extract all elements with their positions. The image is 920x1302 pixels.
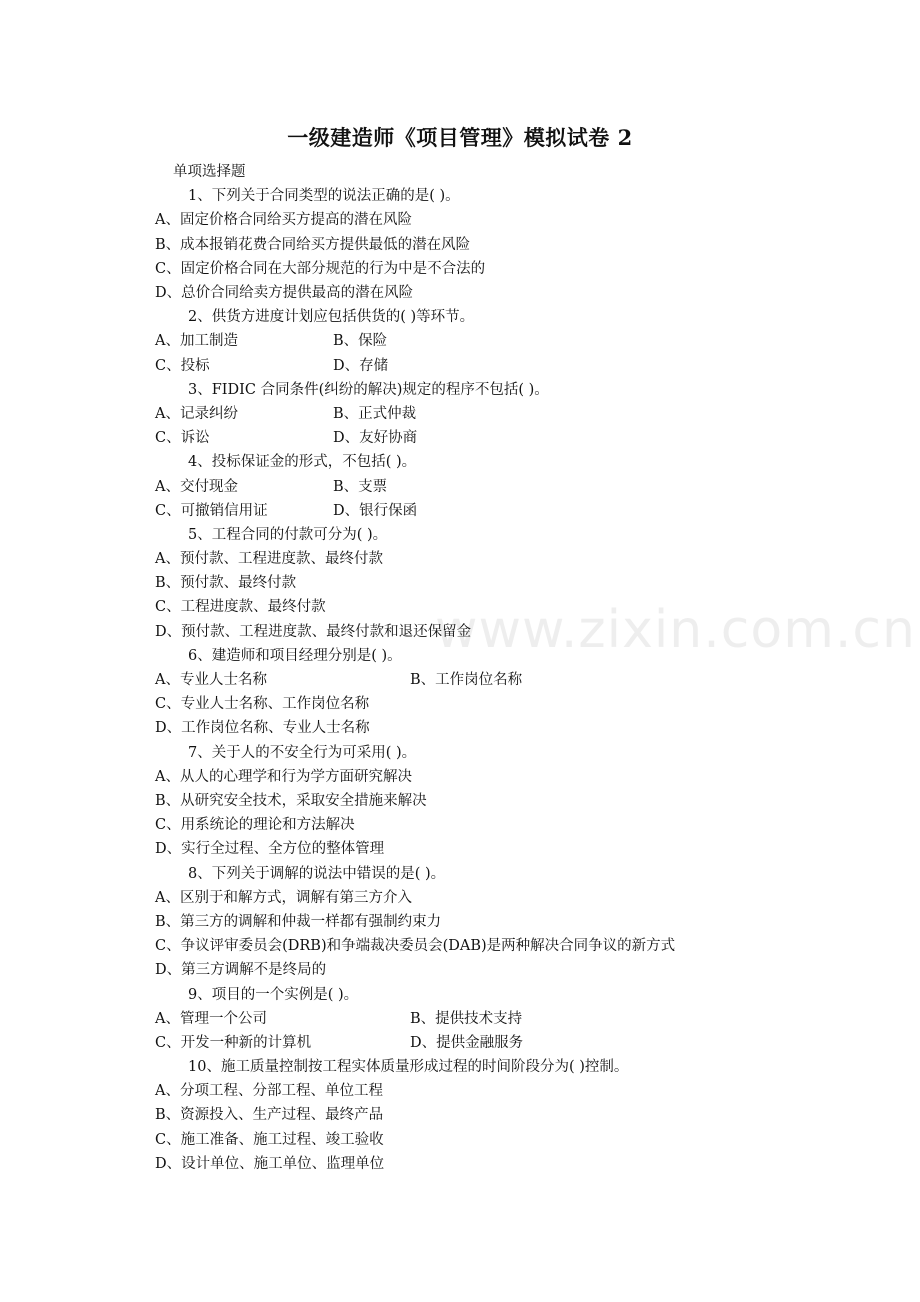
answer-option: B、成本报销花费合同给买方提供最低的潜在风险	[155, 236, 471, 253]
question-text: 7、关于人的不安全行为可采用( )。	[188, 744, 417, 761]
option-row	[155, 692, 895, 716]
question-text: 10、施工质量控制按工程实体质量形成过程的时间阶段分为( )控制。	[188, 1059, 629, 1076]
answer-option: C、争议评审委员会(DRB)和争端裁决委员会(DAB)是两种解决合同争议的新方式	[155, 938, 676, 955]
option-row	[155, 233, 895, 257]
answer-option: D、设计单位、施工单位、监理单位	[155, 1155, 385, 1172]
option-row	[155, 1007, 895, 1031]
question-text: 8、下列关于调解的说法中错误的是( )。	[188, 865, 446, 882]
answer-option: A、加工制造	[155, 333, 238, 350]
option-row	[155, 547, 895, 571]
option-row	[155, 886, 895, 910]
option-row	[155, 765, 895, 789]
answer-option: B、工作岗位名称	[410, 672, 523, 689]
answer-option: A、区别于和解方式，调解有第三方介入	[155, 889, 412, 906]
answer-option: B、资源投入、生产过程、最终产品	[155, 1107, 384, 1124]
option-row	[155, 789, 895, 813]
option-row	[155, 934, 895, 958]
option-row	[155, 1128, 895, 1152]
answer-option: C、诉讼	[155, 430, 210, 447]
answer-option: D、工作岗位名称、专业人士名称	[155, 720, 370, 737]
option-row	[155, 1103, 895, 1127]
document-body	[155, 160, 895, 1176]
answer-option: C、施工准备、施工过程、竣工验收	[155, 1131, 384, 1148]
option-row	[155, 1152, 895, 1176]
question-text: 6、建造师和项目经理分别是( )。	[188, 647, 402, 664]
page-title: 一级建造师《项目管理》模拟试卷 2	[287, 125, 633, 150]
answer-option: D、预付款、工程进度款、最终付款和退还保留金	[155, 623, 472, 640]
option-row	[155, 716, 895, 740]
answer-option: D、友好协商	[333, 430, 418, 447]
section-heading: 单项选择题	[173, 164, 246, 180]
answer-option: D、提供金融服务	[410, 1034, 524, 1051]
answer-option: B、第三方的调解和仲裁一样都有强制约束力	[155, 913, 442, 930]
option-row	[155, 426, 895, 450]
answer-option: A、管理一个公司	[155, 1010, 267, 1027]
answer-option: A、记录纠纷	[155, 405, 238, 422]
option-row	[155, 354, 895, 378]
option-row	[155, 1079, 895, 1103]
option-row	[155, 208, 895, 232]
answer-option: D、实行全过程、全方位的整体管理	[155, 841, 385, 858]
answer-option: B、正式仲裁	[333, 405, 417, 422]
answer-option: C、可撤销信用证	[155, 502, 268, 519]
answer-option: D、第三方调解不是终局的	[155, 962, 327, 979]
option-row	[155, 499, 895, 523]
answer-option: D、总价合同给卖方提供最高的潜在风险	[155, 284, 414, 301]
option-row	[155, 958, 895, 982]
answer-option: D、银行保函	[333, 502, 418, 519]
watermark: www.zixin.com.cn	[435, 600, 916, 660]
answer-option: C、投标	[155, 357, 210, 374]
answer-option: A、分项工程、分部工程、单位工程	[155, 1083, 383, 1100]
answer-option: C、固定价格合同在大部分规范的行为中是不合法的	[155, 260, 486, 277]
option-row	[155, 620, 895, 644]
answer-option: A、固定价格合同给买方提高的潜在风险	[155, 212, 412, 229]
question-list	[155, 184, 895, 1176]
option-row	[155, 257, 895, 281]
answer-option: B、支票	[333, 478, 388, 495]
answer-option: A、专业人士名称	[155, 672, 267, 689]
option-row	[155, 571, 895, 595]
option-row	[155, 837, 895, 861]
answer-option: C、工程进度款、最终付款	[155, 599, 326, 616]
option-row	[155, 595, 895, 619]
question-text: 4、投标保证金的形式，不包括( )。	[188, 454, 417, 471]
answer-option: D、存储	[333, 357, 389, 374]
question-text: 3、FIDIC 合同条件(纠纷的解决)规定的程序不包括( )。	[188, 381, 549, 398]
answer-option: A、预付款、工程进度款、最终付款	[155, 551, 383, 568]
answer-option: B、预付款、最终付款	[155, 575, 297, 592]
option-row	[155, 668, 895, 692]
option-row	[155, 910, 895, 934]
answer-option: B、保险	[333, 333, 388, 350]
answer-option: C、用系统论的理论和方法解决	[155, 817, 355, 834]
option-row	[155, 281, 895, 305]
answer-option: B、提供技术支持	[410, 1010, 523, 1027]
question-text: 1、下列关于合同类型的说法正确的是( )。	[188, 188, 460, 205]
answer-option: A、从人的心理学和行为学方面研究解决	[155, 768, 412, 785]
question-text: 2、供货方进度计划应包括供货的( )等环节。	[188, 309, 475, 326]
question-text: 5、工程合同的付款可分为( )。	[188, 526, 388, 543]
question-text: 9、项目的一个实例是( )。	[188, 986, 359, 1003]
option-row	[155, 402, 895, 426]
answer-option: C、专业人士名称、工作岗位名称	[155, 696, 370, 713]
option-row	[155, 475, 895, 499]
option-row	[155, 1031, 895, 1055]
answer-option: C、开发一种新的计算机	[155, 1034, 312, 1051]
option-row	[155, 329, 895, 353]
option-row	[155, 813, 895, 837]
answer-option: A、交付现金	[155, 478, 238, 495]
answer-option: B、从研究安全技术，采取安全措施来解决	[155, 793, 427, 809]
